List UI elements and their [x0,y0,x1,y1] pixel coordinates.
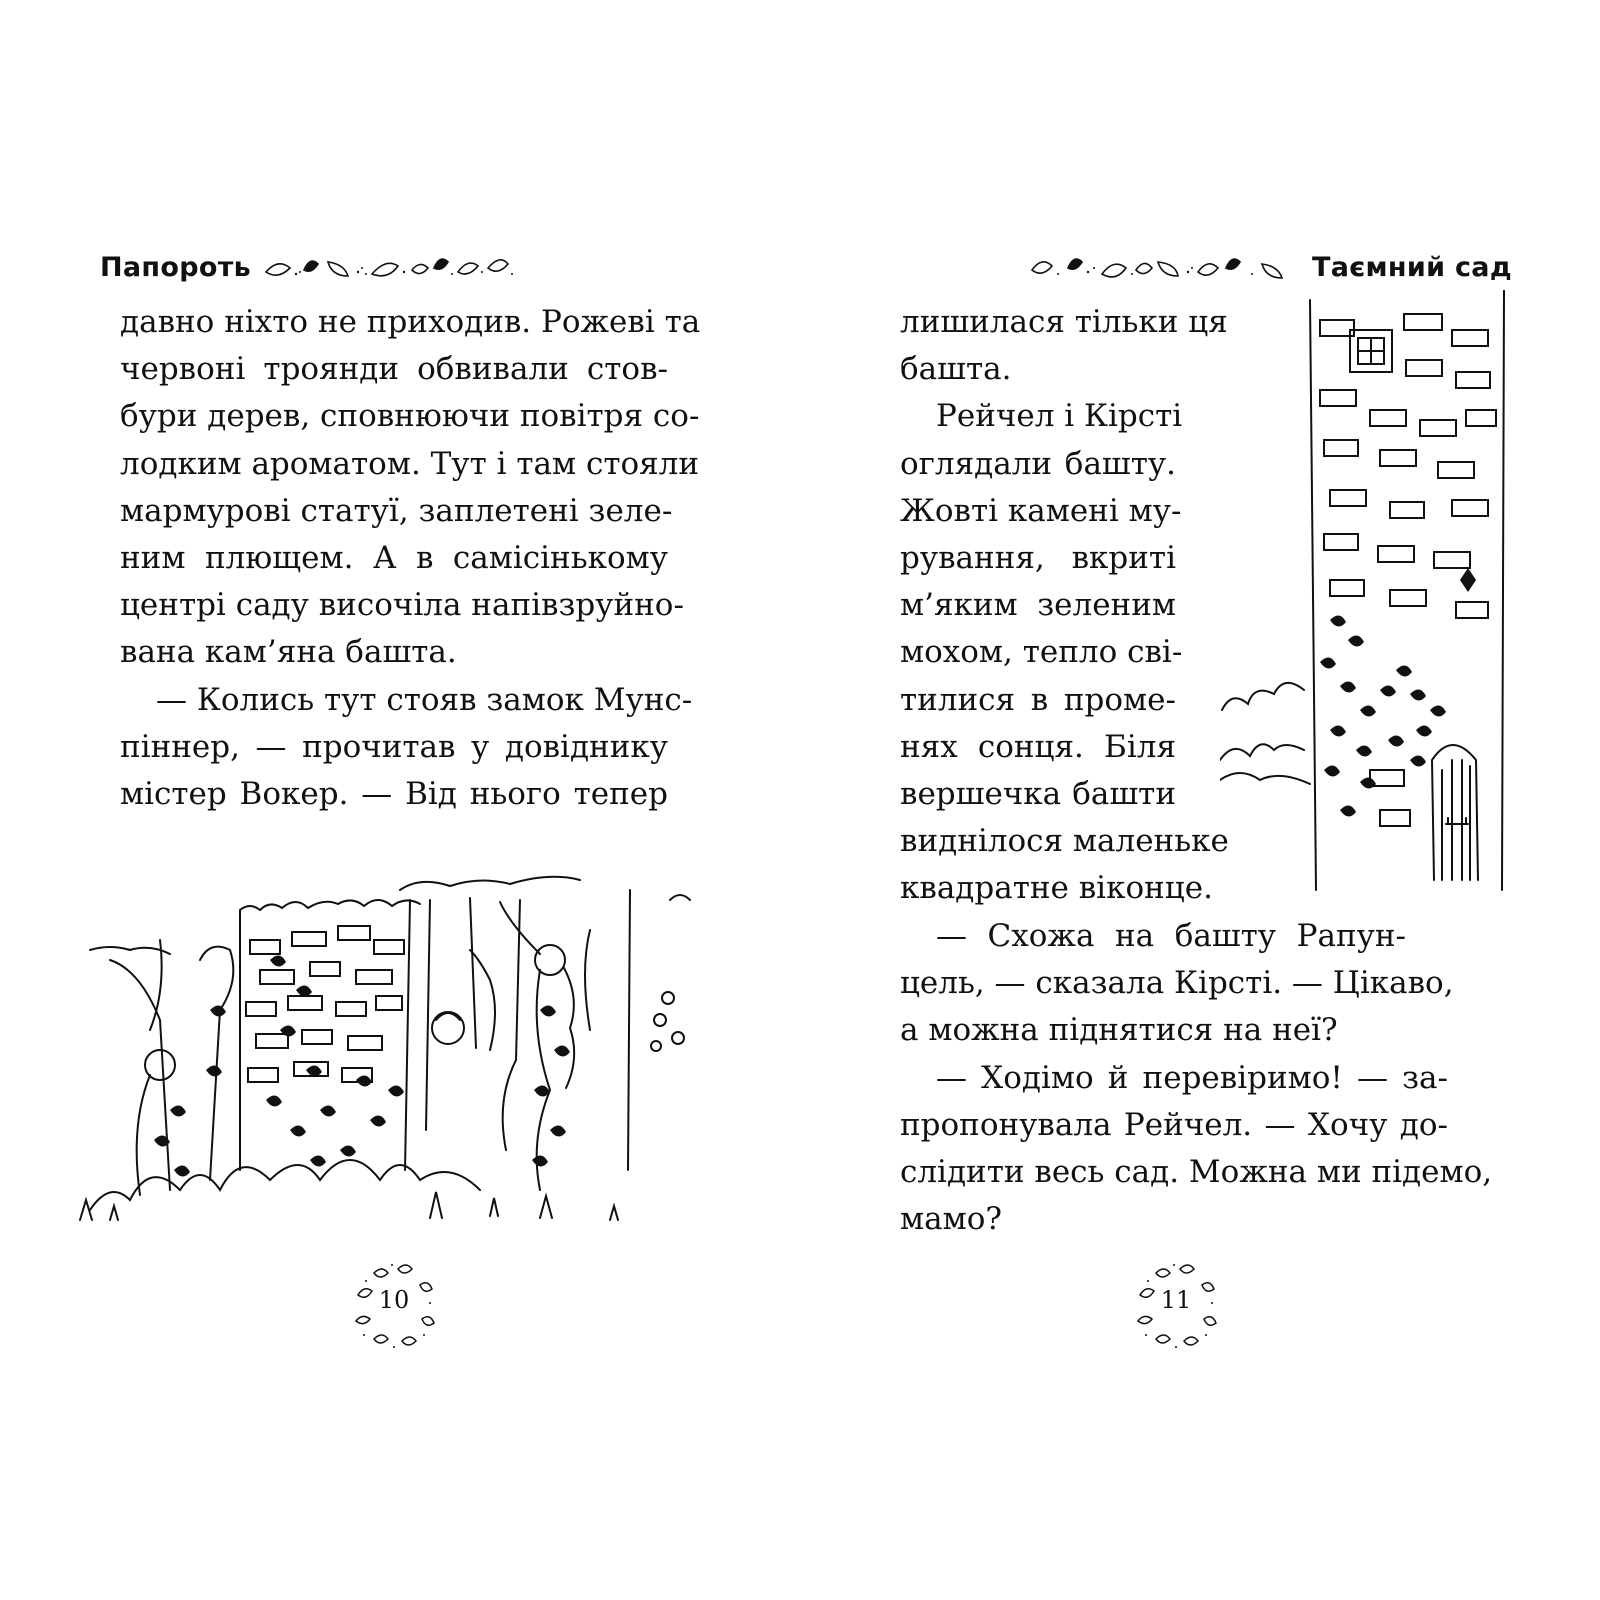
text-line: бури дерев, сповнюючи повітря со- [120,398,700,435]
text-line: башта. [900,351,1012,388]
page-number-left [344,1255,444,1355]
text-line: ним плющем. А в самісінькому [120,540,668,577]
text-line: мамо? [900,1201,1002,1238]
text-line: лишилася тільки ця [900,304,1228,340]
text-line: м’яким зеленим [900,587,1176,624]
text-line: червоні троянди обвивали стов- [120,351,668,388]
text-line: піннер, — прочитав у довіднику [120,728,668,765]
text-line: вана кам’яна башта. [120,634,457,671]
page-number-right [1126,1255,1226,1355]
running-head-left: Папороть [100,252,252,283]
text-line: слідити весь сад. Можна ми підемо, [900,1154,1493,1191]
text-line: лодким ароматом. Тут і там стояли [120,445,700,482]
tower-window-door-illustration [1220,290,1510,910]
text-line: Жовті камені му- [900,492,1182,529]
text-line: квадратне віконце. [900,870,1213,907]
text-line: мохом, тепло сві- [900,634,1183,671]
leaf-vine-ornament-right [1028,250,1298,284]
text-line: Рейчел і Кірсті [936,398,1183,435]
text-line: — Схожа на башту Рапун- [936,918,1406,954]
text-line: — Ходімо й перевіримо! — за- [936,1059,1448,1096]
text-line: виднілося маленьке [900,823,1229,860]
text-line: нях сонця. Біля [900,728,1176,765]
text-line: а можна піднятися на неї? [900,1012,1338,1049]
text-line: пропонувала Рейчел. — Хочу до- [900,1106,1448,1143]
garden-tower-girls-illustration [70,870,710,1230]
text-line: містер Вокер. — Від нього тепер [120,776,668,813]
page-number-text: 11 [1160,1286,1192,1314]
right-body-text-wide [900,913,1493,1243]
leaf-vine-ornament-left [262,250,532,284]
text-line: давно ніхто не приходив. Рожеві та [120,304,701,340]
text-line: — Колись тут стояв замок Мунс- [156,681,693,718]
text-line: рування, вкриті [900,540,1176,577]
text-line: оглядали башту. [900,445,1176,482]
text-line: цель, — сказала Кірсті. — Цікаво, [900,965,1454,1002]
page-number-text: 10 [378,1286,410,1314]
text-line: мармурові статуї, заплетені зеле- [120,492,673,529]
text-line: тилися в проме- [900,681,1176,718]
text-line: центрі саду височіла напівзруйно- [120,587,684,624]
running-head-right: Таємний сад [1312,252,1512,283]
text-line: вершечка башти [900,776,1176,813]
left-body-text [120,299,701,818]
right-page [800,0,1600,1600]
right-body-text-narrow [900,299,1229,913]
